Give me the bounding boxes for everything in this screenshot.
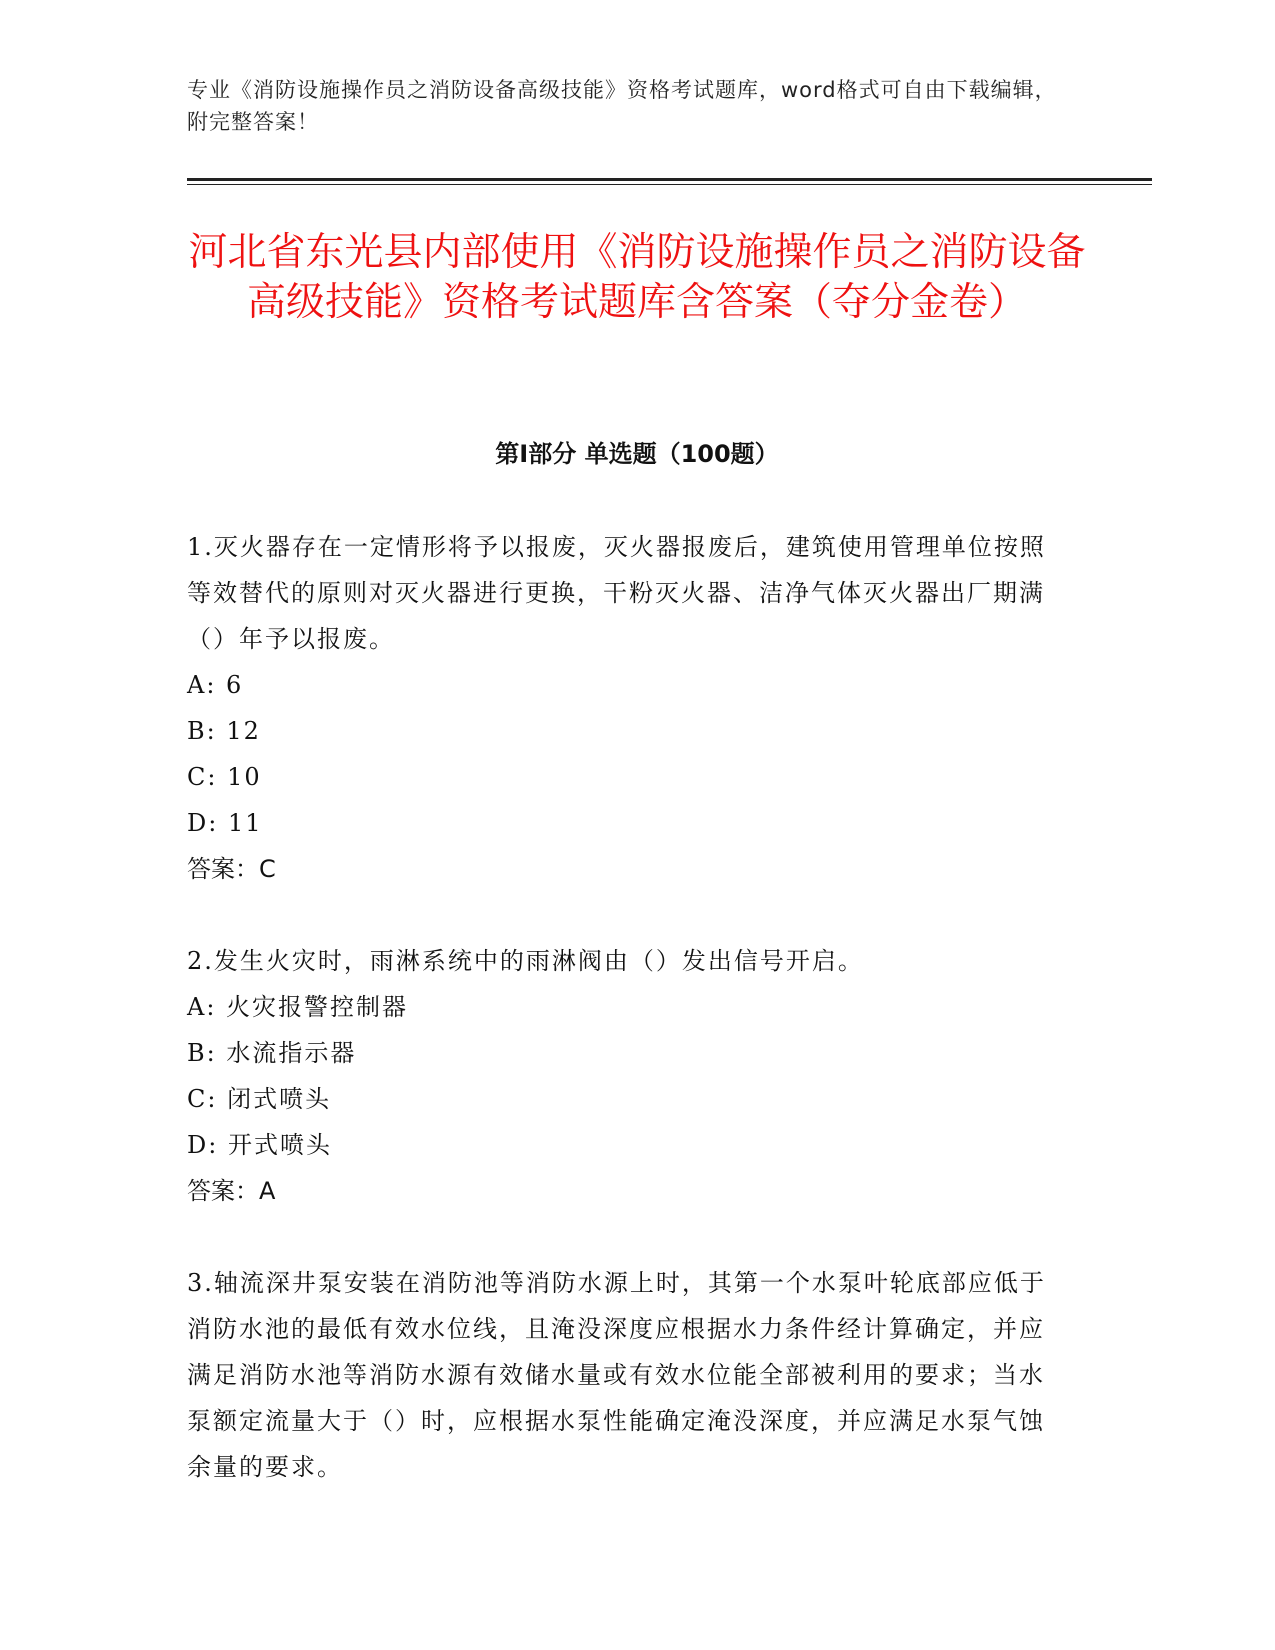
header-note: 专业《消防设施操作员之消防设备高级技能》资格考试题库，word格式可自由下载编辑，附完整答案！	[187, 78, 1057, 134]
option-a: A: 火灾报警控制器	[187, 993, 409, 1021]
header-rule-thin	[187, 184, 1152, 185]
option-c: C: 10	[187, 763, 262, 791]
option-a: A: 6	[187, 671, 244, 699]
question-3	[187, 1260, 1067, 1490]
question-stem: 3.轴流深井泵安装在消防池等消防水源上时，其第一个水泵叶轮底部应低于消防水池的最低有效水位线，且淹没深度应根据水力条件经计算确定，并应满足消防水池等消防水源有效储水量或有效水位能全部被利用的要求；当水泵额定流量大于（）时，应根据水泵性能确定淹没深度，并应满足水泵气蚀余量的要求。	[187, 1269, 1046, 1481]
option-c: C: 闭式喷头	[187, 1085, 332, 1113]
option-b: B: 水流指示器	[187, 1039, 357, 1067]
option-d: D: 开式喷头	[187, 1131, 332, 1159]
question-list	[187, 524, 1067, 1536]
document-title: 河北省东光县内部使用《消防设施操作员之消防设备高级技能》资格考试题库含答案（夺分金卷）	[188, 230, 1086, 325]
section-heading: 第Ⅰ部分 单选题（100题）	[495, 440, 779, 468]
question-stem: 2.发生火灾时，雨淋系统中的雨淋阀由（）发出信号开启。	[187, 947, 864, 975]
answer: 答案：A	[187, 1177, 276, 1205]
question-2	[187, 938, 1067, 1214]
header-rule-thick	[187, 178, 1152, 181]
answer: 答案：C	[187, 855, 276, 883]
question-1	[187, 524, 1067, 892]
question-stem: 1.灭火器存在一定情形将予以报废，灭火器报废后，建筑使用管理单位按照等效替代的原则对灭火器进行更换，干粉灭火器、洁净气体灭火器出厂期满（）年予以报废。	[187, 533, 1046, 653]
option-b: B: 12	[187, 717, 261, 745]
option-d: D: 11	[187, 809, 263, 837]
